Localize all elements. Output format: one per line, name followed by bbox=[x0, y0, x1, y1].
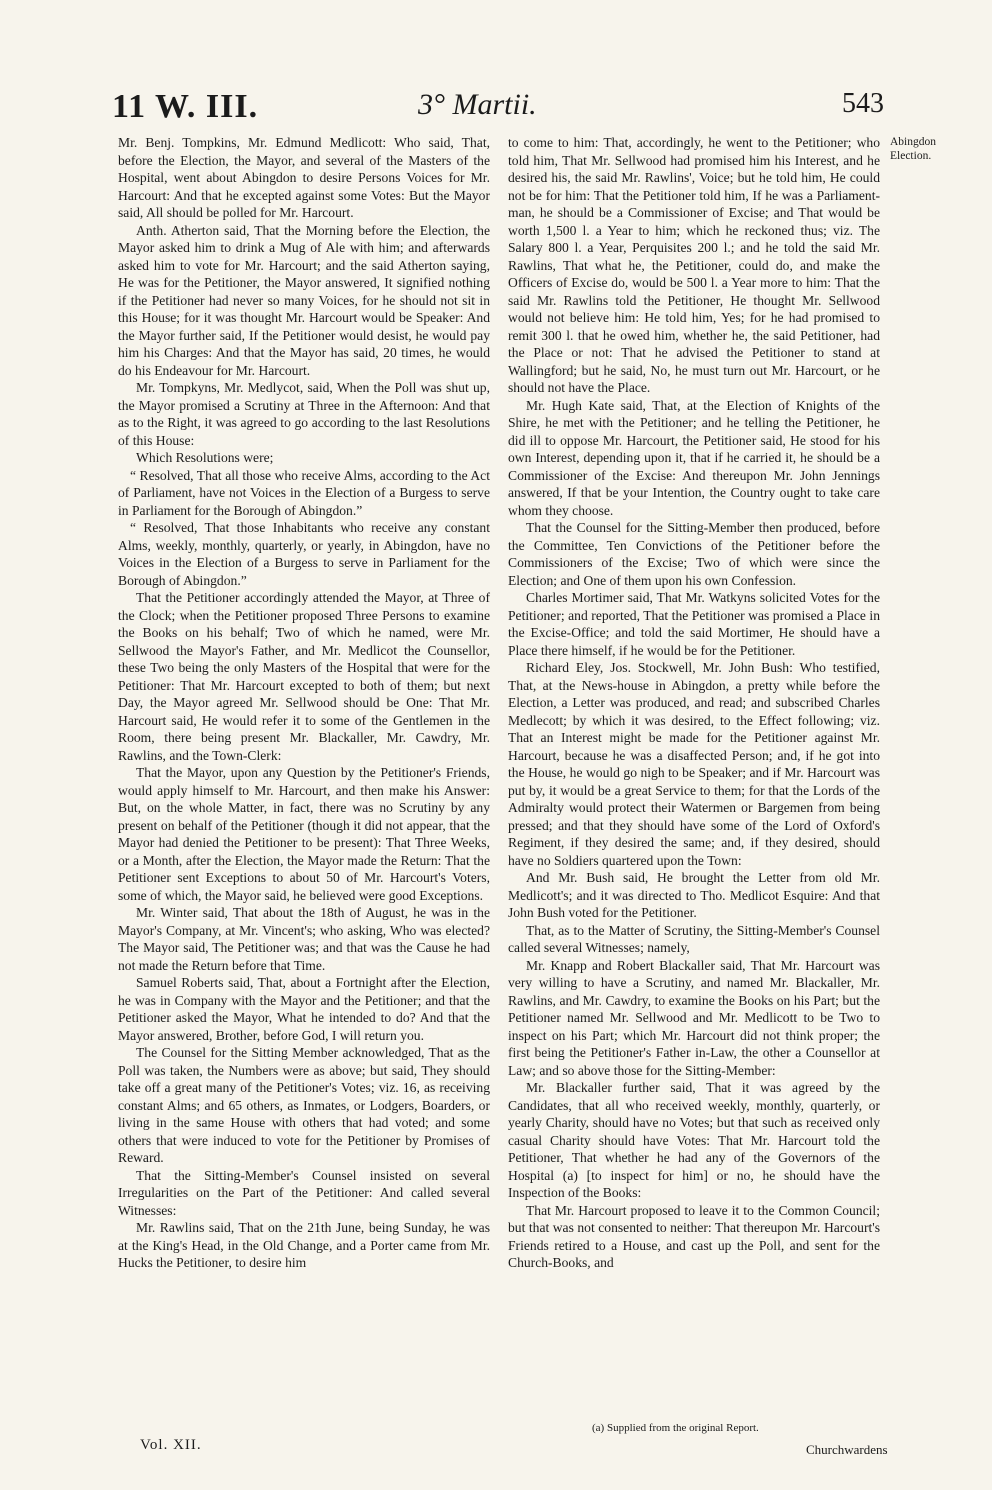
paragraph: Which Resolutions were; bbox=[136, 450, 274, 465]
margin-note: Abingdon Election. bbox=[890, 136, 936, 162]
paragraph: Richard Eley, Jos. Stockwell, Mr. John Bush: Who testified, That, at the News-house in Abingdon, a pretty while before the Election, a Letter was produced, and read; and subscribed Charles Medlecott; by which it was desired, to the Effect following; viz. That an Interest might be made for the Petitioner against Mr. Harcourt, because he was a disaffected Person; and, if he got into the House, he would go nigh to be Speaker; and if Mr. Harcourt was put by, it would be a great Service to them; for that the Lords of the Admiralty would protect their Watermen or Bargemen from being pressed; and that they should have some of the Lord of Oxford's Regiment, if they desired the same; and, if they desired, should have no Soldiers quartered upon the Town: bbox=[508, 660, 880, 868]
paragraph: Mr. Rawlins said, That on the 21th June, being Sunday, he was at the King's Head, in the Old Change, and a Porter came from Mr. Hucks the Petitioner, to desire him bbox=[118, 1220, 490, 1270]
paragraph: That the Mayor, upon any Question by the Petitioner's Friends, would apply himself to Mr. Harcourt, and then make his Answer: But, on the whole Matter, in fact, there was no Scrutiny by any present on behalf of the Petitioner (though it did not appear, that the Mayor had denied the Petitioner to be present): That Three Weeks, or a Month, after the Election, the Mayor made the Return: That the Petitioner sent Exceptions to about 50 of Mr. Harcourt's Voters, some of which, the Mayor said, he believed were good Exceptions. bbox=[118, 765, 490, 903]
paragraph: Anth. Atherton said, That the Morning before the Election, the Mayor asked him to drink a Mug of Ale with him; and afterwards asked him to vote for Mr. Harcourt; and the said Atherton saying, He was for the Petitioner, the Mayor answered, It signified nothing if the Petitioner had never so many Voices, for he should not sit in this House; for it was thought Mr. Harcourt would be Speaker: And the Mayor further said, If the Petitioner would desist, he would pay him his Charges: And that the Mayor has said, 20 times, he would do his Endeavour for Mr. Harcourt. bbox=[118, 222, 490, 378]
paragraph: That the Sitting-Member's Counsel insisted on several Irregularities on the Part of the Petitioner: And called several Witnesses: bbox=[118, 1167, 490, 1218]
page-number: 543 bbox=[842, 88, 884, 119]
paragraph: That Mr. Harcourt proposed to leave it to the Common Council; but that was not consented to neither: That thereupon Mr. Harcourt's Friends retired to a House, and cast up the Poll, and sent for the Church-Books, and bbox=[508, 1202, 880, 1270]
paragraph: Mr. Blackaller further said, That it was agreed by the Candidates, that all who received weekly, monthly, quarterly, or yearly Charity, should have no Votes; but that such as received only casual Charity should have Votes: That Mr. Harcourt told the Petitioner, That whether he had any of the Governors of the Hospital (a) [to inspect for him] or no, he should have the Inspection of the Books: bbox=[508, 1080, 880, 1200]
paragraph: That the Counsel for the Sitting-Member then produced, before the Committee, Ten Convictions of the Petitioner before the Commissioners of the Excise; Two of which were since the Election; and One of them upon his own Confession. bbox=[508, 520, 880, 588]
regnal-year-header: 11 W. III. bbox=[112, 88, 259, 125]
paragraph: Samuel Roberts said, That, about a Fortnight after the Election, he was in Company with the Mayor and the Petitioner; and that the Petitioner asked the Mayor, What he intended to do? And that the Mayor answered, Brother, before God, I will return you. bbox=[118, 975, 490, 1043]
date-header: 3° Martii. bbox=[418, 88, 537, 121]
paragraph: The Counsel for the Sitting Member acknowledged, That as the Poll was taken, the Numbers were as above; but said, They should take off a great many of the Petitioner's Votes; viz. 16, as receiving constant Alms; and 65 others, as Inmates, or Lodgers, Boarders, or living in the same House with others that had voted; and some others that were induced to vote for the Petitioner by Promises of Reward. bbox=[118, 1045, 490, 1165]
right-text-column bbox=[508, 134, 880, 1272]
paragraph: Mr. Benj. Tompkins, Mr. Edmund Medlicott: Who said, That, before the Election, the Mayor, and several of the Masters of the Hospital, went about Abingdon to desire Persons Voices for Mr. Harcourt: And that he excepted against some Votes: But the Mayor said, All should be polled for Mr. Harcourt. bbox=[118, 135, 490, 220]
paragraph: Charles Mortimer said, That Mr. Watkyns solicited Votes for the Petitioner; and reported, That the Petitioner was promised a Place in the Excise-Office; and told the said Mortimer, He should have a Place there himself, if he would be for the Petitioner. bbox=[508, 590, 880, 658]
paragraph: That, as to the Matter of Scrutiny, the Sitting-Member's Counsel called several Witnesses; namely, bbox=[508, 922, 880, 955]
paragraph: Mr. Hugh Kate said, That, at the Election of Knights of the Shire, he met with the Petitioner; and he telling the Petitioner, he did ill to oppose Mr. Harcourt, the Petitioner said, He stood for his own Interest, depending upon it, that if he carried it, he should be a Commissioner of the Excise: And thereupon Mr. John Jennings answered, If that be your Intention, the Country ought to take care whom they choose. bbox=[508, 397, 880, 518]
paragraph: to come to him: That, accordingly, he went to the Petitioner; who told him, That Mr. Sellwood had promised him his Interest, and he desired his, the said Mr. Rawlins', Voice; but he told him, He could not be for him: That the Petitioner told him, If he was a Parliament-man, he should be a Commissioner of Excise; and That would be worth 1,500 l. a Year to him; which he reckoned thus; viz. The Salary 800 l. a Year, Perquisites 200 l.; and he told the said Mr. Rawlins, That what he, the Petitioner, could do, and make the Officers of Excise do, would be 500 l. a Year more to him: That the said Mr. Rawlins told the Petitioner, He thought Mr. Sellwood would not believe him: He told him, Yes; for he had promised to remit 300 l. that he owed him, whether he, the said Petitioner, had the Place or not: That he advised the Petitioner to stand at Wallingford; but he said, No, he must turn out Mr. Harcourt, or he should not have the Place. bbox=[508, 135, 880, 395]
volume-signature: Vol. XII. bbox=[140, 1437, 202, 1453]
paragraph: That the Petitioner accordingly attended the Mayor, at Three of the Clock; when the Petitioner proposed Three Persons to examine the Books on his behalf; Two of which he named, were Mr. Sellwood the Mayor's Father, and Mr. Medlicot the Counsellor, these Two being the only Masters of the Hospital that were for the Petitioner: That Mr. Harcourt excepted to both of them; but next Day, the Mayor agreed Mr. Sellwood should be One: That Mr. Harcourt said, He would refer it to some of the Gentlemen in the Room, there being present Mr. Blackaller, Mr. Cawdry, Mr. Rawlins, and the Town-Clerk: bbox=[118, 590, 490, 763]
left-text-column bbox=[118, 134, 490, 1272]
paragraph: “ Resolved, That all those who receive Alms, according to the Act of Parliament, have not Voices in the Election of a Burgess to serve in Parliament for the Borough of Abingdon.” bbox=[118, 467, 490, 518]
paragraph: “ Resolved, That those Inhabitants who receive any constant Alms, weekly, monthly, quarterly, or yearly, in Abingdon, have no Voices in the Election of a Burgess to serve in Parliament for the Borough of Abingdon.” bbox=[118, 520, 490, 588]
footnote: (a) Supplied from the original Report. bbox=[592, 1422, 759, 1434]
paragraph: Mr. Tompkyns, Mr. Medlycot, said, When the Poll was shut up, the Mayor promised a Scrutiny at Three in the Afternoon: And that as to the Right, it was agreed to go according to the last Resolutions of this House: bbox=[118, 380, 490, 448]
catchword: Churchwardens bbox=[806, 1442, 888, 1457]
paragraph: Mr. Winter said, That about the 18th of August, he was in the Mayor's Company, at Mr. Vincent's; who asking, Who was elected? The Mayor said, The Petitioner was; and that was the Cause he had not made the Return before that Time. bbox=[118, 905, 490, 973]
paragraph: And Mr. Bush said, He brought the Letter from old Mr. Medlicott's; and it was directed to Tho. Medlicot Esquire: And that John Bush voted for the Petitioner. bbox=[508, 870, 880, 920]
paragraph: Mr. Knapp and Robert Blackaller said, That Mr. Harcourt was very willing to have a Scrutiny, and named Mr. Blackaller, Mr. Rawlins, and Mr. Cawdry, to examine the Books on his Part; but the Petitioner named Mr. Sellwood and Mr. Medlicott to be Two to inspect on his Part; which Mr. Harcourt did not think proper; the first being the Petitioner's Father in-Law, the other a Counsellor at Law; and so above those for the Sitting-Member: bbox=[508, 957, 880, 1078]
